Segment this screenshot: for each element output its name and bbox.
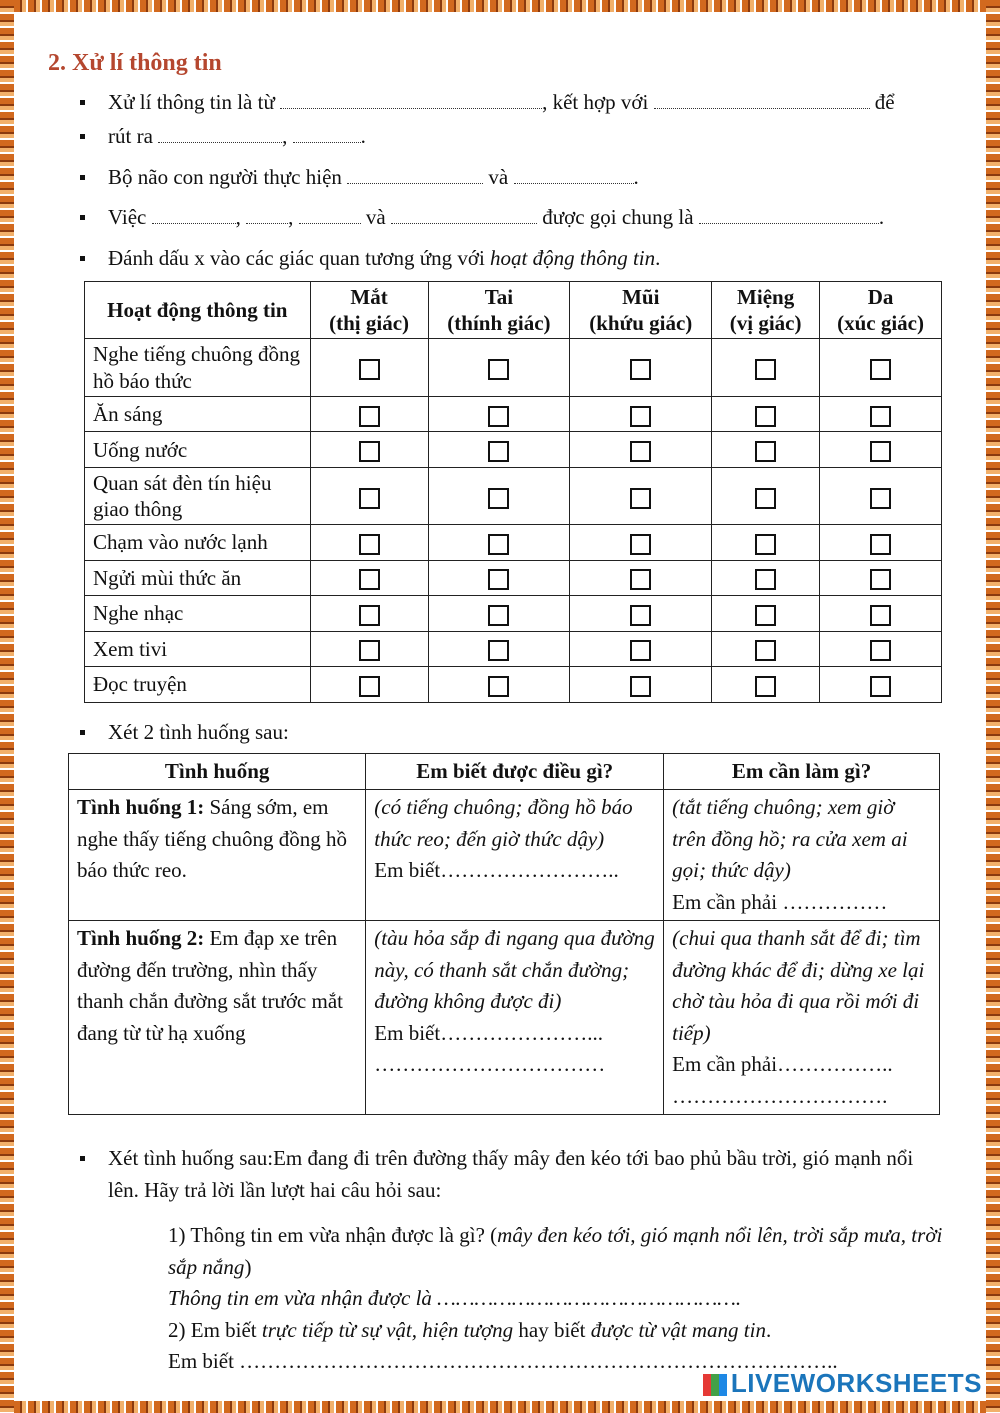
text: hay biết <box>518 1317 586 1342</box>
checkbox-mouth[interactable] <box>755 441 776 462</box>
text: để <box>874 89 895 114</box>
blank-9[interactable] <box>299 202 361 224</box>
checkbox-eye[interactable] <box>359 534 380 555</box>
logo-text: LIVEWORKSHEETS <box>730 1368 982 1398</box>
text: và <box>488 164 509 189</box>
cell-skin <box>820 396 942 431</box>
answer-line[interactable]: …………………………. <box>672 1083 888 1108</box>
text: Xét tình huống sau:Em đang đi trên đường thấy mây đen kéo tới bao phủ bầu trời, gió mạnh nổi lên. Hãy trả lời lần lượt hai câu hỏi sau: <box>108 1146 914 1202</box>
checkbox-eye[interactable] <box>359 605 380 626</box>
text-italic: trực tiếp từ sự vật, hiện tượng <box>261 1317 514 1342</box>
cell-mouth <box>712 596 820 631</box>
blank-11[interactable] <box>699 202 879 224</box>
text: ) <box>244 1254 252 1279</box>
cell-skin <box>820 432 942 467</box>
checkbox-ear[interactable] <box>488 676 509 697</box>
blank-2[interactable] <box>654 87 870 109</box>
text: được gọi chung là <box>542 205 694 230</box>
checkbox-skin[interactable] <box>870 441 891 462</box>
text: Tai <box>484 284 514 309</box>
sense-table-row <box>85 339 942 397</box>
answer-line[interactable]: …………………………… <box>374 1052 606 1077</box>
cell-nose <box>570 631 712 666</box>
cell-nose <box>570 596 712 631</box>
cell-skin <box>820 596 942 631</box>
text: , <box>282 124 288 149</box>
checkbox-mouth[interactable] <box>755 488 776 509</box>
answer-line[interactable]: Em biết…………………….. <box>374 858 619 883</box>
checkbox-eye[interactable] <box>359 406 380 427</box>
cell-nose <box>570 667 712 702</box>
text: , <box>235 205 241 230</box>
checkbox-ear[interactable] <box>488 640 509 661</box>
text: Xét 2 tình huống sau: <box>108 719 289 744</box>
cell-eye <box>310 596 428 631</box>
text: . <box>765 1317 772 1342</box>
header-skin <box>820 281 942 339</box>
sense-table <box>84 281 942 703</box>
checkbox-nose[interactable] <box>630 640 651 661</box>
text-italic: hoạt động thông tin <box>490 245 656 270</box>
question-2 <box>48 1315 948 1347</box>
checkbox-ear[interactable] <box>488 406 509 427</box>
header-situation: Tình huống <box>69 753 366 790</box>
checkbox-nose[interactable] <box>630 676 651 697</box>
checkbox-ear[interactable] <box>488 569 509 590</box>
text: Mắt <box>350 284 388 309</box>
situation-row-1 <box>69 790 940 921</box>
bullet-1 <box>48 87 948 117</box>
text: 1) Thông tin em vừa nhận được là gì? ( <box>168 1223 498 1248</box>
label: Tình huống 1: <box>77 795 205 820</box>
checkbox-skin[interactable] <box>870 640 891 661</box>
checkbox-mouth[interactable] <box>755 359 776 380</box>
checkbox-eye[interactable] <box>359 488 380 509</box>
cell-eye <box>310 432 428 467</box>
activity-label: Ăn sáng <box>85 396 311 431</box>
answer-line[interactable]: Em cần phải…………….. <box>672 1052 893 1077</box>
header-mouth <box>712 281 820 339</box>
cell-nose <box>570 467 712 525</box>
cell-skin <box>820 631 942 666</box>
cell-skin <box>820 667 942 702</box>
sense-table-header <box>85 281 942 339</box>
text: Em đạp xe trên đường đến trường, nhìn thấy thanh chắn đường sắt trước mắt đang từ từ hạ xuống <box>77 926 343 1045</box>
sense-table-row <box>85 467 942 525</box>
activity-label: Uống nước <box>85 432 311 467</box>
blank-8[interactable] <box>246 202 288 224</box>
cell-eye <box>310 467 428 525</box>
text-italic: mây đen kéo tới, gió mạnh nổi lên, trời sắp mưa, trời sắp nắng <box>168 1223 943 1279</box>
blank-10[interactable] <box>391 202 537 224</box>
cell-ear <box>428 525 570 560</box>
checkbox-nose[interactable] <box>630 359 651 380</box>
checkbox-skin[interactable] <box>870 406 891 427</box>
sense-table-row <box>85 560 942 595</box>
text: Việc <box>108 205 147 230</box>
bullet-5 <box>48 717 948 747</box>
situation-2-know <box>366 921 664 1115</box>
hint: (có tiếng chuông; đồng hồ báo thức reo; đến giờ thức dậy) <box>374 795 633 851</box>
sense-table-row <box>85 667 942 702</box>
cell-nose <box>570 560 712 595</box>
text: , kết hợp với <box>542 89 649 114</box>
situation-2 <box>69 921 366 1115</box>
text: , <box>288 205 294 230</box>
bullet-6 <box>48 1143 948 1206</box>
text: Mũi <box>622 284 660 309</box>
sense-table-row <box>85 596 942 631</box>
checkbox-skin[interactable] <box>870 534 891 555</box>
checkbox-eye[interactable] <box>359 359 380 380</box>
cell-ear <box>428 396 570 431</box>
logo-mark-icon <box>703 1374 727 1396</box>
text-italic: được từ vật mang tin <box>590 1317 766 1342</box>
checkbox-skin[interactable] <box>870 359 891 380</box>
text: Bộ não con người thực hiện <box>108 164 342 189</box>
decorative-border-right <box>986 0 1000 1413</box>
text: (xúc giác) <box>837 311 924 336</box>
worksheet-content <box>48 46 948 1378</box>
text: (thị giác) <box>329 311 410 336</box>
checkbox-nose[interactable] <box>630 406 651 427</box>
hint: (chui qua thanh sắt để đi; tìm đường khác để đi; dừng xe lại chờ tàu hỏa đi qua rồi mới đi tiếp) <box>672 926 925 1045</box>
cell-ear <box>428 667 570 702</box>
checkbox-nose[interactable] <box>630 534 651 555</box>
bullet-3 <box>48 202 948 232</box>
text: . <box>633 164 639 189</box>
cell-nose <box>570 525 712 560</box>
hint: (tàu hỏa sắp đi ngang qua đường này, có thanh sắt chắn đường; đường không được đi) <box>374 926 655 1014</box>
answer-line[interactable]: Em cần phải …………… <box>672 889 888 914</box>
text: . <box>878 205 885 230</box>
cell-mouth <box>712 339 820 397</box>
sense-table-row <box>85 631 942 666</box>
cell-mouth <box>712 525 820 560</box>
text: (thính giác) <box>447 311 551 336</box>
cell-eye <box>310 525 428 560</box>
situation-2-do <box>664 921 940 1115</box>
cell-mouth <box>712 667 820 702</box>
cell-eye <box>310 560 428 595</box>
text: Đánh dấu x vào các giác quan tương ứng với <box>108 245 485 270</box>
bullet-2 <box>48 162 948 192</box>
cell-eye <box>310 667 428 702</box>
text: Xử lí thông tin là từ <box>108 89 275 114</box>
answer-line[interactable]: Em biết…………………... <box>374 1020 603 1045</box>
cell-eye <box>310 396 428 431</box>
cell-mouth <box>712 631 820 666</box>
cell-nose <box>570 432 712 467</box>
cell-eye <box>310 339 428 397</box>
blank-7[interactable] <box>152 202 236 224</box>
cell-ear <box>428 467 570 525</box>
checkbox-mouth[interactable] <box>755 569 776 590</box>
header-know: Em biết được điều gì? <box>366 753 664 790</box>
cell-mouth <box>712 467 820 525</box>
checkbox-skin[interactable] <box>870 676 891 697</box>
decorative-border-bottom <box>0 1401 1000 1413</box>
situation-1-know <box>366 790 664 921</box>
bullet-1-cont <box>48 121 948 151</box>
blank-3[interactable] <box>158 121 282 143</box>
cell-ear <box>428 560 570 595</box>
checkbox-nose[interactable] <box>630 569 651 590</box>
blank-4[interactable] <box>293 121 361 143</box>
text: và <box>365 205 386 230</box>
checkbox-skin[interactable] <box>870 488 891 509</box>
cell-nose <box>570 396 712 431</box>
checkbox-eye[interactable] <box>359 676 380 697</box>
activity-label: Xem tivi <box>85 631 311 666</box>
checkbox-ear[interactable] <box>488 488 509 509</box>
cell-skin <box>820 525 942 560</box>
bullet-4 <box>48 243 948 273</box>
question-1 <box>48 1220 948 1283</box>
checkbox-ear[interactable] <box>488 441 509 462</box>
situation-table <box>68 753 940 1116</box>
liveworksheets-logo <box>703 1368 982 1399</box>
sense-table-row <box>85 396 942 431</box>
checkbox-eye[interactable] <box>359 640 380 661</box>
situation-1-do <box>664 790 940 921</box>
text: Miệng <box>737 284 795 309</box>
header-activity: Hoạt động thông tin <box>85 281 311 339</box>
header-nose <box>570 281 712 339</box>
text: 2) Em biết <box>168 1317 257 1342</box>
cell-mouth <box>712 432 820 467</box>
cell-skin <box>820 339 942 397</box>
situation-1 <box>69 790 366 921</box>
hint: (tắt tiếng chuông; xem giờ trên đồng hồ; ra cửa xem ai gọi; thức dậy) <box>672 795 908 883</box>
checkbox-mouth[interactable] <box>755 605 776 626</box>
activity-label: Nghe tiếng chuông đồng hồ báo thức <box>85 339 311 397</box>
checkbox-skin[interactable] <box>870 605 891 626</box>
cell-eye <box>310 631 428 666</box>
blank-5[interactable] <box>347 162 483 184</box>
label: Tình huống 2: <box>77 926 205 951</box>
activity-label: Ngửi mùi thức ăn <box>85 560 311 595</box>
checkbox-ear[interactable] <box>488 605 509 626</box>
checkbox-ear[interactable] <box>488 534 509 555</box>
checkbox-nose[interactable] <box>630 488 651 509</box>
checkbox-mouth[interactable] <box>755 534 776 555</box>
situation-table-header <box>69 753 940 790</box>
cell-ear <box>428 596 570 631</box>
situation-row-2 <box>69 921 940 1115</box>
cell-ear <box>428 631 570 666</box>
text: . <box>655 245 661 270</box>
header-eye <box>310 281 428 339</box>
activity-label: Chạm vào nước lạnh <box>85 525 311 560</box>
blank-6[interactable] <box>514 162 634 184</box>
decorative-border-left <box>0 0 14 1413</box>
text: (khứu giác) <box>589 311 693 336</box>
checkbox-mouth[interactable] <box>755 406 776 427</box>
answer-line[interactable]: Em biết ………………………………………………………………………….. <box>168 1349 838 1374</box>
sense-table-row <box>85 525 942 560</box>
sense-table-row <box>85 432 942 467</box>
checkbox-ear[interactable] <box>488 359 509 380</box>
text: Da <box>867 284 894 309</box>
cell-ear <box>428 339 570 397</box>
cell-skin <box>820 560 942 595</box>
blank-1[interactable] <box>280 87 542 109</box>
cell-mouth <box>712 396 820 431</box>
section-title: 2. Xử lí thông tin <box>48 50 222 76</box>
cell-nose <box>570 339 712 397</box>
text: (vị giác) <box>729 311 802 336</box>
activity-label: Nghe nhạc <box>85 596 311 631</box>
checkbox-skin[interactable] <box>870 569 891 590</box>
text: Sáng sớm, em nghe thấy tiếng chuông đồng hồ báo thức reo. <box>77 795 348 883</box>
text: . <box>360 124 366 149</box>
checkbox-mouth[interactable] <box>755 640 776 661</box>
checkbox-mouth[interactable] <box>755 676 776 697</box>
sense-table-body <box>85 339 942 702</box>
checkbox-nose[interactable] <box>630 441 651 462</box>
text: rút ra <box>108 124 153 149</box>
cell-ear <box>428 432 570 467</box>
header-ear <box>428 281 570 339</box>
question-1-answer[interactable] <box>48 1283 948 1315</box>
activity-label: Quan sát đèn tín hiệu giao thông <box>85 467 311 525</box>
answer-line[interactable]: Thông tin em vừa nhận được là …………………………………………. <box>168 1286 742 1311</box>
checkbox-eye[interactable] <box>359 569 380 590</box>
checkbox-nose[interactable] <box>630 605 651 626</box>
checkbox-eye[interactable] <box>359 441 380 462</box>
decorative-border-top <box>0 0 1000 12</box>
cell-skin <box>820 467 942 525</box>
cell-mouth <box>712 560 820 595</box>
header-do: Em cần làm gì? <box>664 753 940 790</box>
activity-label: Đọc truyện <box>85 667 311 702</box>
